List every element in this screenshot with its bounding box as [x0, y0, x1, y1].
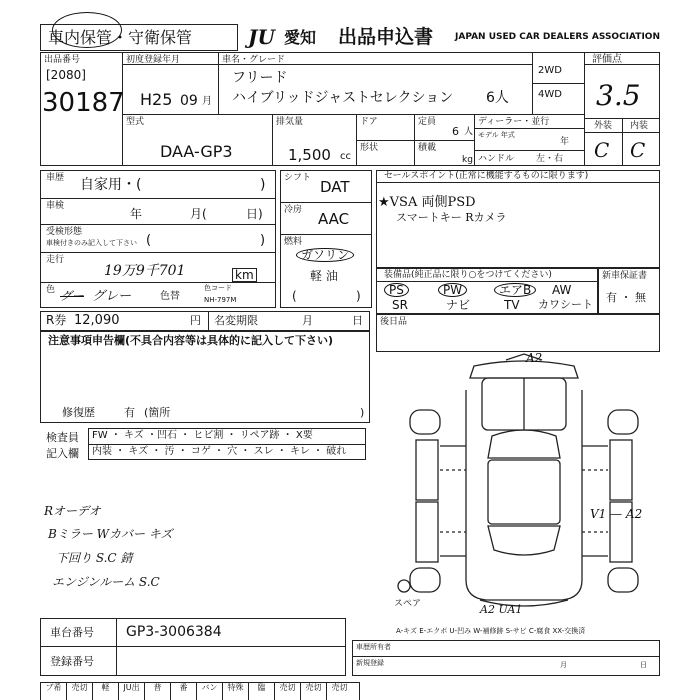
vehicle-grade: ハイブリッドジャストセレクション	[232, 90, 454, 106]
history-value: 自家用・(	[80, 177, 142, 193]
checkbox-11[interactable]: 売切	[326, 682, 352, 700]
car-history-month: 月	[560, 661, 567, 669]
inspection-month-unit: 月(	[190, 207, 207, 221]
exterior-label: 外装	[594, 121, 613, 131]
handwritten-note-4: エンジンルーム S.C	[52, 575, 160, 589]
association-name: JAPAN USED CAR DEALERS ASSOCIATION	[455, 32, 660, 42]
mileage-label: 走行	[46, 255, 65, 265]
model-label: 型式	[126, 117, 145, 127]
inspection-form-sub: 車検付きのみ記入して下さい	[46, 239, 137, 247]
equip-tv: TV	[504, 298, 520, 312]
car-history-row1: 車歴所有者	[356, 643, 391, 651]
capacity-label: 定員	[418, 117, 437, 127]
drive-4wd: 4WD	[538, 89, 562, 100]
selling-points-line2: スマートキー Rカメラ	[396, 211, 507, 224]
equip-sr: SR	[392, 298, 408, 312]
interior-grade: C	[630, 138, 646, 162]
evaluation-score: 3.5	[596, 79, 641, 112]
vehicle-capacity: 6人	[486, 90, 509, 106]
inspection-label: 車検	[46, 201, 65, 211]
displacement-unit: cc	[340, 151, 351, 162]
checkbox-1[interactable]: 売切	[66, 682, 92, 700]
equip-ps: PS	[384, 283, 409, 297]
history-close: )	[260, 177, 266, 193]
lot-number: 30187	[42, 88, 125, 118]
form-title: 出品申込書	[338, 26, 434, 48]
inspection-form-close: )	[260, 233, 266, 248]
diagram-spare-label: スペア	[394, 599, 422, 609]
checkbox-10[interactable]: 売切	[300, 682, 326, 700]
fuel-close: )	[356, 289, 361, 303]
handwritten-note-1: Rオーデオ	[44, 504, 101, 518]
aircon-value: AAC	[318, 210, 350, 228]
handwritten-note-3: 下回り S.C 錆	[56, 551, 133, 565]
repair-value: 有	[124, 406, 135, 419]
inspection-form-open: (	[146, 233, 152, 248]
equipment-label: 装備品(純正品に限り○をつけてください)	[384, 270, 552, 280]
transfer-day-unit: 日	[352, 314, 363, 327]
inspector-row1: FW ・ キズ ・凹石 ・ ヒビ割 ・ リペア跡 ・ X要	[92, 430, 313, 441]
capacity-value: 6	[452, 125, 459, 138]
new-car-warranty-options: 有 ・ 無	[606, 291, 646, 304]
fuel-value: ガソリン	[296, 248, 354, 262]
handwritten-note-2: Bミラー Wカバー キズ	[48, 527, 173, 541]
diagram-legend: A-キズ E-エクボ U-凹み W-補修跡 S-サビ C-腐食 XX-交換済	[396, 627, 586, 635]
equip-pw: PW	[438, 283, 467, 297]
checkbox-5[interactable]: 番	[170, 682, 196, 700]
handle-options: 左・右	[536, 154, 564, 164]
selling-points-line1: ★VSA 両側PSD	[378, 195, 476, 210]
car-damage-diagram	[396, 350, 652, 616]
transfer-label: 名変期限	[214, 314, 258, 327]
door-label: ドア	[360, 117, 378, 127]
diagram-bottom-mark: A2 UA1	[480, 603, 523, 616]
vehicle-name-label: 車名・グレード	[222, 55, 286, 65]
car-history-row2: 新規登録	[356, 659, 384, 667]
first-registration-year: H25	[140, 90, 173, 109]
checkbox-4[interactable]: 普	[144, 682, 170, 700]
after-day-block	[376, 314, 660, 352]
equip-navi: ナビ	[446, 298, 471, 312]
checkbox-6[interactable]: バン	[196, 682, 222, 700]
load-label: 積載	[418, 143, 437, 153]
inspection-form-label: 受検形態	[46, 227, 83, 237]
car-history-day: 日	[640, 661, 647, 669]
handle-label: ハンドル	[478, 154, 515, 164]
first-registration-label: 初度登録年月	[126, 55, 181, 65]
interior-label: 内装	[630, 121, 649, 131]
model-value: DAA-GP3	[160, 142, 233, 161]
checkbox-9[interactable]: 売切	[274, 682, 300, 700]
inspector-row2: 内装 ・ キズ ・ 汚 ・ コゲ ・ 穴 ・ スレ ・ キレ ・ 破れ	[92, 446, 347, 457]
color-struck: グー	[60, 289, 85, 303]
car-history-box	[352, 640, 660, 676]
color-value: グレー	[92, 289, 132, 304]
aircon-label: 冷房	[284, 205, 303, 215]
recycle-unit: 円	[190, 314, 201, 327]
year-unit: 年	[560, 137, 570, 147]
lot-code: [2080]	[46, 68, 86, 82]
checkbox-0[interactable]: ブ希	[40, 682, 66, 700]
checkbox-7[interactable]: 特殊	[222, 682, 248, 700]
color-change-label: 色替	[160, 291, 180, 302]
evaluation-label: 評価点	[592, 54, 622, 65]
registration-label: 登録番号	[50, 655, 94, 668]
chassis-value: GP3-3006384	[126, 624, 222, 640]
org-logo: JU	[248, 25, 275, 49]
repair-close: )	[360, 406, 365, 419]
capacity-unit: 人	[464, 127, 474, 137]
main-form-frame	[40, 52, 660, 166]
checkbox-3[interactable]: JU出	[118, 682, 144, 700]
history-label: 車歴	[46, 173, 65, 183]
inspection-day-unit: 日)	[246, 207, 263, 221]
color-code: NH-797M	[204, 296, 237, 304]
equip-airbag: エアB	[494, 283, 536, 297]
inspection-year-unit: 年	[130, 207, 143, 221]
lot-label: 出品番号	[44, 55, 81, 65]
mileage-unit: km	[232, 268, 257, 282]
mileage-value: 19万9千701	[104, 263, 186, 279]
diagram-top-mark: A2	[526, 351, 543, 365]
selling-points-label: セールスポイント(正常に機能するものに限ります)	[384, 171, 589, 181]
color-label: 色	[46, 285, 56, 295]
color-code-label: 色コード	[204, 284, 232, 292]
recycle-label: R券	[46, 313, 67, 327]
load-unit: kg	[462, 155, 473, 165]
fuel-open: (	[292, 289, 297, 303]
org-name: 愛知	[284, 28, 317, 47]
storage-tag-circle	[52, 12, 122, 48]
model-year-label: モデル 年式	[478, 131, 515, 139]
fuel-label: 燃料	[284, 237, 303, 247]
exterior-grade: C	[594, 138, 610, 162]
chassis-label: 車台番号	[50, 626, 94, 639]
checkbox-8[interactable]: 臨	[248, 682, 274, 700]
new-car-warranty-label: 新車保証書	[602, 271, 648, 281]
dealer-label: ディーラー・並行	[478, 117, 550, 127]
shift-value: DAT	[320, 178, 350, 196]
notes-label: 注意事項申告欄(不具合内容等は具体的に記入して下さい)	[48, 334, 334, 347]
equip-aw: AW	[552, 283, 572, 297]
displacement-label: 排気量	[276, 117, 304, 127]
after-day-label: 後日品	[380, 317, 408, 327]
drive-2wd: 2WD	[538, 65, 562, 76]
first-registration-month-unit: 月	[202, 96, 212, 107]
repair-label: 修復歴	[62, 406, 95, 419]
storage-tag: 車内保管・守衛保管	[48, 28, 193, 47]
transfer-month-unit: 月	[302, 314, 313, 327]
diagram-right-mark: V1 — A2	[590, 507, 643, 521]
equip-seat: カワシート	[538, 298, 593, 311]
shape-label: 形状	[360, 143, 379, 153]
first-registration-month: 09	[180, 93, 198, 109]
repair-location: (箇所	[144, 406, 171, 419]
vehicle-name: フリード	[232, 70, 288, 86]
recycle-value: 12,090	[74, 313, 120, 328]
inspector-label: 検査員	[46, 431, 79, 444]
fuel-alt: 軽 油	[310, 269, 338, 283]
checkbox-2[interactable]: 軽	[92, 682, 118, 700]
inspector-notes-label: 記入欄	[46, 447, 79, 460]
shift-label: シフト	[284, 173, 312, 183]
displacement-value: 1,500	[288, 146, 331, 164]
